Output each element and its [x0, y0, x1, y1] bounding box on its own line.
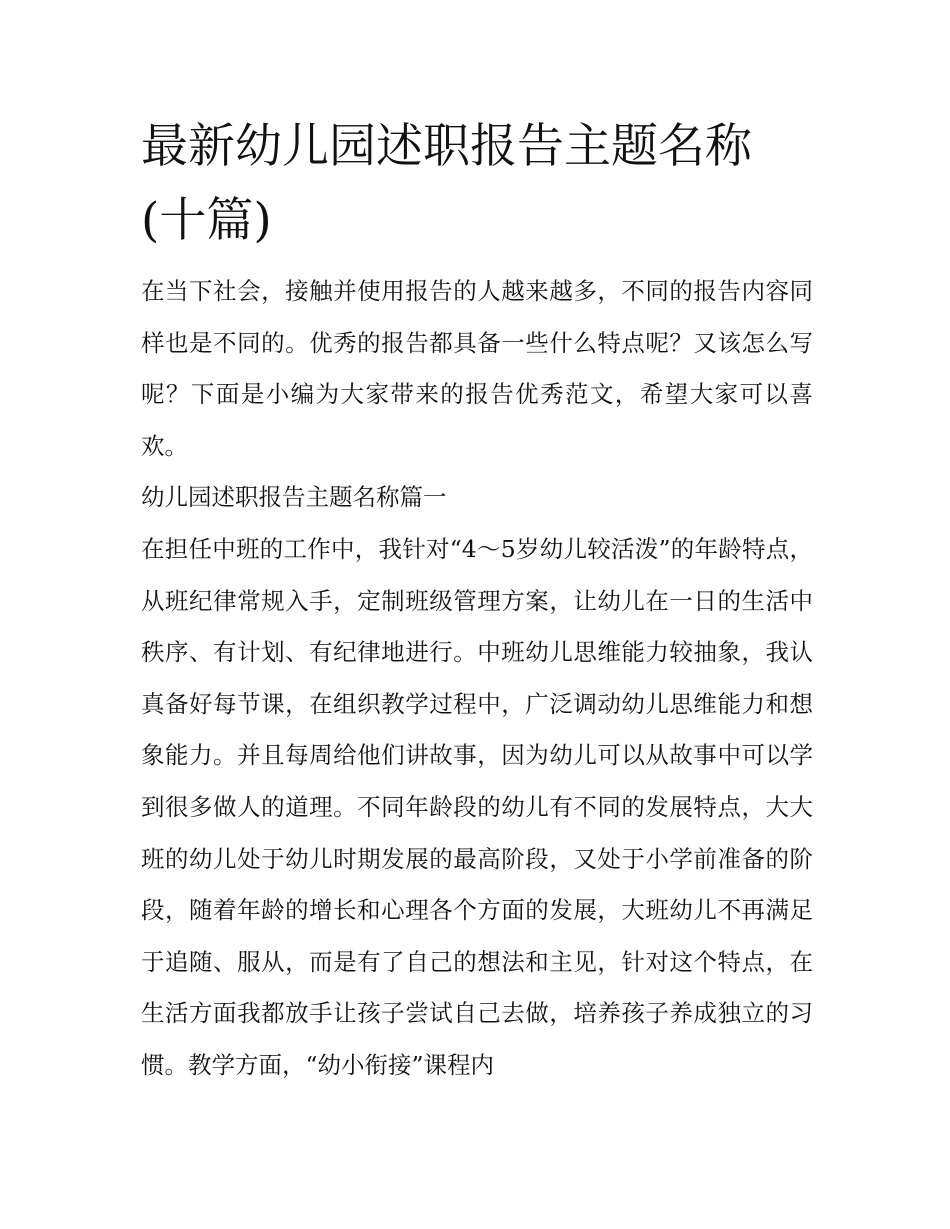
- section-heading: 幼儿园述职报告主题名称篇一: [141, 483, 447, 512]
- document-content: [141, 110, 813, 1092]
- document-title: 最新幼儿园述职报告主题名称(十篇): [141, 119, 752, 248]
- intro-paragraph: 在当下社会，接触并使用报告的人越来越多，不同的报告内容同样也是不同的。优秀的报告都具备一些什么特点呢？又该怎么写呢？下面是小编为大家带来的报告优秀范文，希望大家可以喜欢。: [141, 277, 813, 460]
- section-body-paragraph: 在担任中班的工作中，我针对“4～5岁幼儿较活泼”的年龄特点，从班纪律常规入手，定制班级管理方案，让幼儿在一日的生活中秩序、有计划、有纪律地进行。中班幼儿思维能力较抽象，我认真备好每节课，在组织教学过程中，广泛调动幼儿思维能力和想象能力。并且每周给他们讲故事，因为幼儿可以从故事中可以学到很多做人的道理。不同年龄段的幼儿有不同的发展特点，大大班的幼儿处于幼儿时期发展的最高阶段，又处于小学前准备的阶段，随着年龄的增长和心理各个方面的发展，大班幼儿不再满足于追随、服从，而是有了自己的想法和主见，针对这个特点，在生活方面我都放手让孩子尝试自己去做，培养孩子养成独立的习惯。教学方面，“幼小衔接”课程内: [141, 534, 813, 1079]
